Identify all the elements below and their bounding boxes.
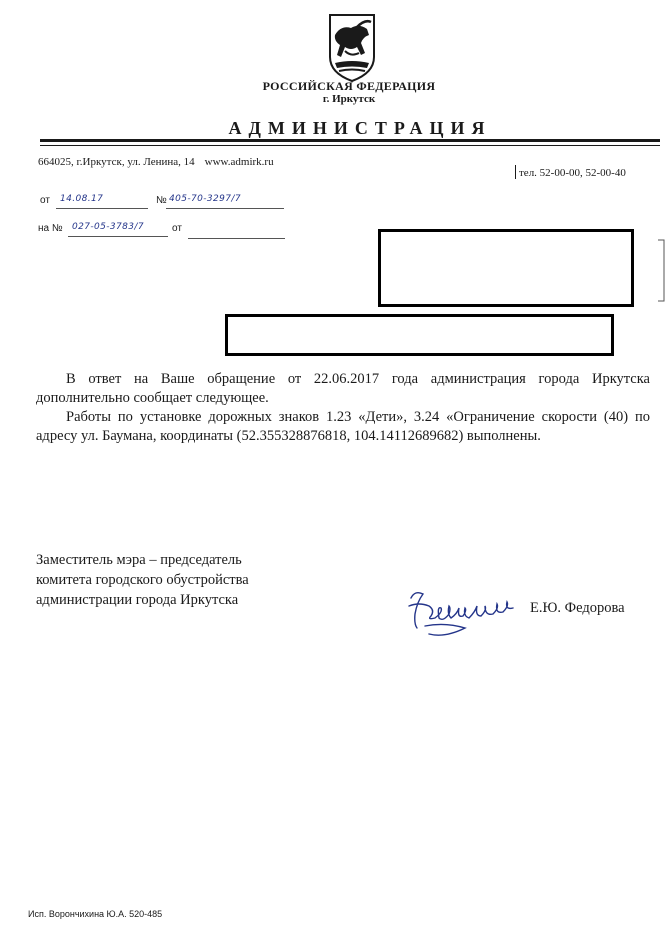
executor-note: Исп. Ворончихина Ю.А. 520-485 bbox=[28, 909, 163, 919]
number-label: № bbox=[156, 195, 167, 206]
letterhead-divider-thin bbox=[40, 145, 660, 146]
outgoing-number: 405-70-3297/7 bbox=[169, 194, 241, 204]
outgoing-date: 14.08.17 bbox=[60, 194, 104, 204]
handwritten-signature bbox=[405, 588, 520, 643]
number-underline bbox=[166, 208, 284, 209]
letter-body bbox=[36, 370, 650, 446]
margin-bracket bbox=[658, 238, 666, 303]
phone-separator bbox=[515, 165, 516, 179]
body-paragraph-2: Работы по установке дорожных знаков 1.23 «Дети», 3.24 «Ограничение скорости (40) по адресу ул. Баумана, координаты (52.355328876818, 104.14112689682) выполнены. bbox=[36, 409, 650, 444]
redacted-recipient-box bbox=[378, 229, 634, 307]
website-link[interactable]: www.admirk.ru bbox=[204, 156, 274, 168]
ref-number: 027-05-3783/7 bbox=[72, 222, 144, 232]
ref-number-underline bbox=[68, 236, 168, 237]
administration-title: АДМИНИСТРАЦИЯ bbox=[228, 118, 492, 138]
ref-date-underline bbox=[188, 238, 285, 239]
phone-numbers: тел. 52-00-00, 52-00-40 bbox=[519, 167, 626, 179]
date-underline bbox=[56, 208, 148, 209]
city-heading: г. Иркутск bbox=[322, 93, 376, 105]
position-line-1: Заместитель мэра – председатель bbox=[36, 552, 242, 568]
address-line bbox=[38, 156, 274, 168]
body-paragraph-1: В ответ на Ваше обращение от 22.06.2017 года администрация города Иркутска дополнительно сообщает следующее. bbox=[36, 371, 650, 406]
signatory-position bbox=[36, 550, 249, 610]
federation-heading: РОССИЙСКАЯ ФЕДЕРАЦИЯ bbox=[262, 79, 436, 93]
ref-from-label: от bbox=[172, 223, 182, 234]
ref-number-label: на № bbox=[38, 223, 63, 234]
redacted-address-box bbox=[225, 314, 614, 356]
postal-address: 664025, г.Иркутск, ул. Ленина, 14 bbox=[38, 156, 195, 168]
letterhead-divider-thick bbox=[40, 139, 660, 142]
from-label: от bbox=[40, 195, 50, 206]
position-line-2: комитета городского обустройства bbox=[36, 572, 249, 588]
signatory-name: Е.Ю. Федорова bbox=[530, 600, 625, 616]
irkutsk-coat-of-arms-icon bbox=[327, 13, 377, 83]
position-line-3: администрации города Иркутска bbox=[36, 592, 239, 608]
